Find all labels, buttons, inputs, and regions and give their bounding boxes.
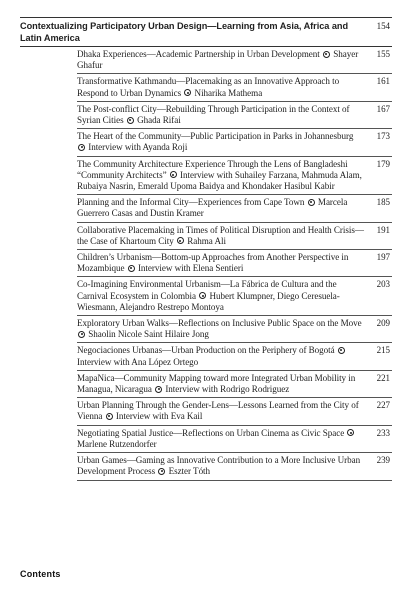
toc-entry bbox=[77, 316, 392, 343]
toc-entry bbox=[77, 157, 392, 196]
entry-page-number: 209 bbox=[376, 318, 390, 329]
bullet-circle-icon bbox=[199, 292, 206, 299]
entry-author: Interview with Rodrigo Rodriguez bbox=[165, 384, 290, 395]
entry-author: Rahma Ali bbox=[187, 235, 226, 246]
entry-title: MapaNica—Community Mapping toward more Integrated Urban Mobility in Managua, Nicaragua bbox=[77, 372, 356, 395]
toc-entry bbox=[77, 398, 392, 425]
bullet-circle-icon bbox=[155, 386, 162, 393]
entry-page-number: 239 bbox=[376, 455, 390, 466]
bullet-circle-icon bbox=[158, 468, 165, 475]
bullet-circle-icon bbox=[308, 199, 315, 206]
entry-page-number: 221 bbox=[376, 372, 390, 383]
entry-page-number: 203 bbox=[376, 279, 390, 290]
entry-page-number: 227 bbox=[376, 400, 390, 411]
entry-page-number: 173 bbox=[376, 131, 390, 142]
entry-author: Eszter Tóth bbox=[168, 466, 211, 477]
entry-title: Exploratory Urban Walks—Reflections on Inclusive Public Space on the Move bbox=[77, 318, 362, 329]
entry-page-number: 185 bbox=[376, 197, 390, 208]
entry-page-number: 215 bbox=[376, 345, 390, 356]
bullet-circle-icon bbox=[177, 237, 184, 244]
entry-title: Co-Imagining Environmental Urbanism—La Fábrica de Cultura and the Carnival Ecosystem in Colombia bbox=[77, 279, 337, 301]
entry-title: Urban Planning Through the Gender-Lens—Lessons Learned from the City of Vienna bbox=[77, 400, 359, 422]
entry-title: Urban Games—Gaming as Innovative Contribution to a More Inclusive Urban Development Process bbox=[77, 455, 361, 477]
toc-entry bbox=[77, 453, 392, 480]
entry-page-number: 161 bbox=[376, 76, 390, 87]
entry-page-number: 179 bbox=[376, 158, 390, 169]
entry-title: Children’s Urbanism—Bottom-up Approaches from Another Perspective in Mozambique bbox=[77, 252, 349, 274]
bullet-circle-icon bbox=[78, 331, 85, 338]
entry-author: Shayer Ghafur bbox=[77, 49, 359, 71]
bullet-circle-icon bbox=[78, 144, 85, 151]
entry-author: Niharika Mathema bbox=[194, 87, 263, 98]
toc-entry bbox=[77, 277, 392, 316]
entry-author: Marlene Rutzendorfer bbox=[77, 438, 157, 449]
entry-title: The Post-conflict City—Rebuilding Through Participation in the Context of Syrian Cities bbox=[77, 103, 350, 126]
toc-entry bbox=[77, 102, 392, 129]
toc-entry bbox=[77, 195, 392, 222]
entry-title: Collaborative Placemaking in Times of Political Disruption and Health Crisis—the Case of Khartoum City bbox=[77, 224, 364, 246]
toc-entry bbox=[77, 129, 392, 156]
entry-page-number: 191 bbox=[376, 224, 390, 235]
entry-author: Interview with Eva Kail bbox=[115, 411, 203, 422]
section-heading bbox=[20, 17, 392, 47]
entry-page-number: 233 bbox=[376, 427, 390, 438]
entry-title: The Community Architecture Experience Through the Lens of Bangladeshi “Community Architects” bbox=[77, 158, 348, 180]
entry-author: Interview with Elena Sentieri bbox=[137, 263, 244, 274]
toc-entry bbox=[77, 426, 392, 453]
section-page-number: 154 bbox=[376, 21, 390, 31]
bullet-circle-icon bbox=[106, 413, 113, 420]
entry-page-number: 167 bbox=[376, 103, 390, 114]
toc-entry bbox=[77, 343, 392, 370]
bullet-circle-icon bbox=[170, 171, 177, 178]
table-of-contents bbox=[20, 17, 392, 481]
entry-title: The Heart of the Community—Public Participation in Parks in Johannesburg bbox=[77, 131, 354, 142]
entry-author: Ghada Rifai bbox=[137, 115, 181, 126]
entry-page-number: 155 bbox=[376, 49, 390, 59]
bullet-circle-icon bbox=[184, 89, 191, 96]
section-title: Contextualizing Participatory Urban Design—Learning from Asia, Africa and Latin America bbox=[20, 21, 349, 43]
bullet-circle-icon bbox=[128, 265, 135, 272]
entry-author: Interview with Ayanda Roji bbox=[88, 142, 188, 153]
entry-list bbox=[20, 47, 392, 481]
bullet-circle-icon bbox=[347, 429, 354, 436]
bullet-circle-icon bbox=[323, 51, 330, 58]
entry-page-number: 197 bbox=[376, 252, 390, 263]
entry-author: Shaolin Nicole Saint Hilaire Jong bbox=[88, 329, 209, 340]
entry-author: Interview with Suhailey Farzana, Mahmuda Alam, Rubaiya Nasrin, Emerald Upoma Baidya and Khondaker Hasibul Kabir bbox=[77, 169, 362, 192]
page-footer-label: Contents bbox=[20, 569, 61, 579]
toc-entry bbox=[77, 250, 392, 277]
entry-author: Interview with Ana López Ortego bbox=[77, 356, 199, 367]
bullet-circle-icon bbox=[338, 347, 345, 354]
entry-title: Negociaciones Urbanas—Urban Production on the Periphery of Bogotá bbox=[77, 345, 335, 356]
toc-entry bbox=[77, 74, 392, 101]
entry-author: Hubert Klumpner, Diego Ceresuela-Wiesmann, Alejandro Restrepo Montoya bbox=[77, 290, 340, 312]
toc-entry bbox=[77, 47, 392, 74]
toc-entry bbox=[77, 223, 392, 250]
entry-title: Planning and the Informal City—Experiences from Cape Town bbox=[77, 197, 305, 208]
entry-author: Marcela Guerrero Casas and Dustin Kramer bbox=[77, 197, 348, 219]
bullet-circle-icon bbox=[127, 117, 134, 124]
toc-entry bbox=[77, 371, 392, 398]
entry-title: Dhaka Experiences—Academic Partnership in Urban Development bbox=[77, 49, 320, 59]
entry-title: Transformative Kathmandu—Placemaking as an Innovative Approach to Respond to Urban Dynamics bbox=[77, 76, 340, 98]
entry-title: Negotiating Spatial Justice—Reflections on Urban Cinema as Civic Space bbox=[77, 427, 345, 438]
